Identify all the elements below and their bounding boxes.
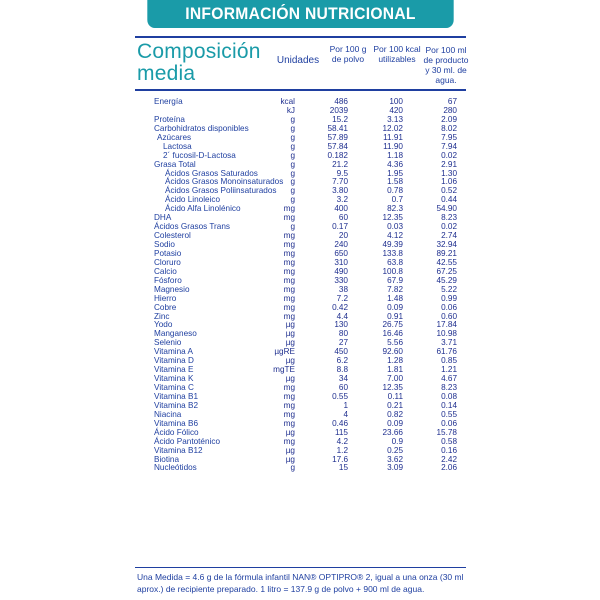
nutrient-unit: mg — [283, 302, 295, 312]
value-per-100g: 115 — [334, 427, 348, 437]
column-header-line: Por 100 g — [329, 44, 367, 54]
value-per-100g: 0.17 — [332, 222, 348, 232]
value-per-100kcal: 1.95 — [387, 168, 403, 178]
value-per-100kcal: 0.7 — [391, 195, 403, 205]
value-per-100ml: 67.25 — [436, 266, 457, 276]
value-per-100g: 0.46 — [332, 418, 348, 428]
value-per-100g: 3.2 — [336, 195, 348, 205]
value-per-100ml: 0.14 — [441, 400, 457, 410]
nutrient-unit: mg — [283, 409, 295, 419]
nutrient-unit: g — [290, 123, 295, 133]
nutrient-name: Cobre — [154, 302, 177, 312]
column-header-line: de polvo — [331, 54, 365, 64]
table-row — [0, 231, 600, 240]
nutrient-name: Energía — [154, 97, 183, 106]
nutrient-name: Fósforo — [154, 275, 182, 285]
table-row — [0, 204, 600, 213]
value-per-100g: 9.5 — [336, 168, 348, 178]
value-per-100ml: 45.29 — [436, 275, 457, 285]
table-row — [0, 160, 600, 169]
nutrient-name: DHA — [154, 213, 172, 223]
value-per-100kcal: 49.39 — [382, 240, 403, 249]
table-row — [0, 124, 600, 133]
value-per-100ml: 1.21 — [441, 365, 457, 375]
value-per-100ml: 2.09 — [441, 114, 457, 124]
footnote: Una Medida = 4.6 g de la fórmula infantil NAN® OPTIPRO® 2, igual a una onza (30 ml aprox.) de recipiente preparado. 1 litro = 137.9 g de polvo + 900 ml de agua. — [137, 572, 464, 594]
value-per-100ml: 0.44 — [441, 195, 457, 205]
value-per-100kcal: 420 — [389, 105, 403, 115]
table-row — [0, 142, 600, 151]
value-per-100g: 330 — [334, 275, 348, 285]
nutrient-unit: mg — [283, 204, 295, 214]
value-per-100kcal: 133.8 — [382, 248, 403, 258]
nutrient-unit: µg — [285, 356, 295, 366]
column-header-line: utilizables — [378, 54, 416, 64]
value-per-100ml: 0.99 — [441, 293, 457, 303]
column-header-line: Por 100 ml — [425, 45, 467, 55]
table-row — [0, 195, 600, 204]
column-header-line: Por 100 kcal — [373, 44, 421, 54]
value-per-100kcal: 63.8 — [387, 257, 403, 267]
table-row — [0, 240, 600, 249]
nutrient-unit: mg — [283, 293, 295, 303]
nutrient-unit: kcal — [280, 97, 295, 106]
value-per-100kcal: 3.09 — [387, 463, 403, 473]
nutrient-name: Ácido Linoleico — [165, 195, 221, 205]
value-per-100ml: 0.60 — [441, 311, 457, 321]
nutrient-unit: mg — [283, 311, 295, 321]
table-row — [0, 356, 600, 365]
nutrient-name: Vitamina D — [154, 356, 194, 366]
value-per-100kcal: 4.36 — [387, 159, 403, 169]
value-per-100kcal: 1.18 — [387, 150, 403, 160]
nutrient-unit: mg — [283, 383, 295, 392]
value-per-100g: 15.2 — [332, 114, 348, 124]
nutrient-unit: mg — [283, 231, 295, 241]
value-per-100g: 4.2 — [336, 436, 348, 446]
value-per-100kcal: 12.35 — [382, 213, 403, 223]
column-header-units: Unidades — [276, 55, 320, 66]
nutrient-unit: g — [290, 132, 295, 142]
value-per-100kcal: 100 — [389, 97, 403, 106]
value-per-100ml: 0.02 — [441, 150, 457, 160]
value-per-100ml: 2.06 — [441, 463, 457, 473]
nutrient-unit: mg — [283, 418, 295, 428]
value-per-100kcal: 0.09 — [387, 418, 403, 428]
value-per-100ml: 8.23 — [441, 213, 457, 223]
value-per-100ml: 0.02 — [441, 222, 457, 232]
table-row — [0, 133, 600, 142]
table-row — [0, 169, 600, 178]
nutrient-unit: g — [290, 159, 295, 169]
nutrient-name: Grasa Total — [154, 159, 196, 169]
nutrient-unit: µg — [285, 320, 295, 330]
value-per-100ml: 0.06 — [441, 418, 457, 428]
value-per-100ml: 67 — [447, 97, 457, 106]
nutrition-table — [0, 97, 600, 472]
nutrient-unit: kJ — [286, 105, 295, 115]
nutrient-unit: g — [290, 463, 295, 473]
nutrient-unit: mg — [283, 266, 295, 276]
value-per-100kcal: 0.21 — [387, 400, 403, 410]
table-row — [0, 463, 600, 472]
nutrient-name: Vitamina B1 — [154, 391, 198, 401]
value-per-100g: 1 — [343, 400, 348, 410]
value-per-100kcal: 0.25 — [387, 445, 403, 455]
value-per-100g: 3.80 — [332, 186, 348, 196]
value-per-100g: 21.2 — [332, 159, 348, 169]
nutrient-name: Vitamina B2 — [154, 400, 198, 410]
banner-title: INFORMACIÓN NUTRICIONAL — [185, 4, 416, 23]
value-per-100ml: 0.85 — [441, 356, 457, 366]
value-per-100ml: 8.02 — [441, 123, 457, 133]
table-row — [0, 383, 600, 392]
table-row — [0, 455, 600, 464]
nutrient-unit: mg — [283, 248, 295, 258]
nutrient-name: Magnesio — [154, 284, 190, 294]
value-per-100ml: 8.23 — [441, 383, 457, 392]
value-per-100ml: 3.71 — [441, 338, 457, 348]
value-per-100g: 57.84 — [327, 141, 348, 151]
divider-bottom — [135, 567, 466, 568]
value-per-100ml: 0.08 — [441, 391, 457, 401]
value-per-100g: 310 — [334, 257, 348, 267]
value-per-100ml: 61.76 — [436, 347, 457, 357]
value-per-100kcal: 3.13 — [387, 114, 403, 124]
nutrient-name: Niacina — [154, 409, 182, 419]
nutrient-unit: g — [290, 222, 295, 232]
nutrient-name: Ácidos Grasos Monoinsaturados — [165, 177, 284, 187]
nutrient-name: Ácido Alfa Linolénico — [165, 204, 241, 214]
table-row — [0, 151, 600, 160]
value-per-100g: 486 — [334, 97, 348, 106]
table-row — [0, 410, 600, 419]
nutrient-name: Colesterol — [154, 231, 191, 241]
nutrient-name: Vitamina K — [154, 374, 194, 384]
nutrient-unit: mg — [283, 391, 295, 401]
nutrient-name: Vitamina B6 — [154, 418, 198, 428]
nutrient-unit: mg — [283, 436, 295, 446]
value-per-100ml: 280 — [443, 105, 457, 115]
value-per-100kcal: 5.56 — [387, 338, 403, 348]
value-per-100kcal: 1.28 — [387, 356, 403, 366]
nutrient-name: Biotina — [154, 454, 180, 464]
table-row — [0, 347, 600, 356]
value-per-100ml: 7.94 — [441, 141, 457, 151]
nutrient-name: Sodio — [154, 240, 175, 249]
table-row — [0, 258, 600, 267]
value-per-100kcal: 100.8 — [382, 266, 403, 276]
value-per-100kcal: 16.46 — [382, 329, 403, 339]
value-per-100g: 450 — [334, 347, 348, 357]
section-title-line1: Composición — [137, 40, 261, 63]
value-per-100g: 2039 — [329, 105, 348, 115]
value-per-100g: 4 — [343, 409, 348, 419]
table-row — [0, 303, 600, 312]
value-per-100ml: 17.84 — [436, 320, 457, 330]
nutrient-name: Ácido Fólico — [154, 427, 199, 437]
value-per-100ml: 7.95 — [441, 132, 457, 142]
table-row — [0, 285, 600, 294]
table-row — [0, 106, 600, 115]
table-row — [0, 338, 600, 347]
nutrient-unit: mgTE — [273, 365, 295, 375]
nutrient-name: Potasio — [154, 248, 182, 258]
nutrient-name: Vitamina A — [154, 347, 193, 357]
value-per-100kcal: 7.82 — [387, 284, 403, 294]
nutrient-name: Azúcares — [157, 132, 192, 142]
value-per-100kcal: 23.66 — [382, 427, 403, 437]
value-per-100g: 4.4 — [336, 311, 348, 321]
value-per-100ml: 2.74 — [441, 231, 457, 241]
value-per-100ml: 0.58 — [441, 436, 457, 446]
table-row — [0, 249, 600, 258]
value-per-100g: 650 — [334, 248, 348, 258]
value-per-100g: 60 — [338, 213, 348, 223]
value-per-100g: 15 — [338, 463, 348, 473]
nutrient-unit: g — [290, 150, 295, 160]
value-per-100ml: 2.42 — [441, 454, 457, 464]
table-row — [0, 446, 600, 455]
value-per-100ml: 89.21 — [436, 248, 457, 258]
value-per-100g: 80 — [338, 329, 348, 339]
table-row — [0, 177, 600, 186]
value-per-100g: 240 — [334, 240, 348, 249]
value-per-100g: 8.8 — [336, 365, 348, 375]
value-per-100g: 6.2 — [336, 356, 348, 366]
section-title — [137, 41, 261, 85]
table-row — [0, 213, 600, 222]
value-per-100kcal: 0.11 — [387, 391, 403, 401]
nutrient-name: Ácidos Grasos Trans — [154, 222, 230, 232]
value-per-100kcal: 92.60 — [382, 347, 403, 357]
value-per-100ml: 2.91 — [441, 159, 457, 169]
nutrient-name: Vitamina B12 — [154, 445, 203, 455]
nutrient-unit: mg — [283, 213, 295, 223]
nutrient-name: Yodo — [154, 320, 173, 330]
nutrient-unit: µg — [285, 329, 295, 339]
column-header-line: y 30 ml. de agua. — [425, 65, 467, 85]
value-per-100ml: 4.67 — [441, 374, 457, 384]
nutrient-name: Ácidos Grasos Saturados — [165, 168, 258, 178]
table-row — [0, 276, 600, 285]
value-per-100kcal: 1.48 — [387, 293, 403, 303]
value-per-100g: 1.2 — [336, 445, 348, 455]
value-per-100kcal: 26.75 — [382, 320, 403, 330]
value-per-100ml: 54.90 — [436, 204, 457, 214]
value-per-100kcal: 82.3 — [387, 204, 403, 214]
nutrient-name: Nucleótidos — [154, 463, 197, 473]
nutrient-unit: mg — [283, 257, 295, 267]
nutrient-unit: mg — [283, 275, 295, 285]
value-per-100ml: 0.16 — [441, 445, 457, 455]
value-per-100ml: 42.55 — [436, 257, 457, 267]
nutrient-unit: mg — [283, 400, 295, 410]
table-row — [0, 428, 600, 437]
nutrient-unit: g — [290, 177, 295, 187]
value-per-100kcal: 11.91 — [383, 132, 403, 142]
value-per-100ml: 1.30 — [441, 168, 457, 178]
value-per-100g: 490 — [334, 266, 348, 276]
table-row — [0, 222, 600, 231]
table-row — [0, 115, 600, 124]
value-per-100ml: 0.06 — [441, 302, 457, 312]
value-per-100ml: 32.94 — [436, 240, 457, 249]
nutrient-unit: mg — [283, 240, 295, 249]
nutrient-unit: g — [290, 195, 295, 205]
value-per-100g: 400 — [334, 204, 348, 214]
value-per-100kcal: 7.00 — [387, 374, 403, 384]
table-row — [0, 392, 600, 401]
nutrient-name: Vitamina E — [154, 365, 194, 375]
value-per-100kcal: 0.9 — [391, 436, 403, 446]
table-row — [0, 320, 600, 329]
value-per-100g: 27 — [338, 338, 348, 348]
value-per-100kcal: 12.02 — [382, 123, 403, 133]
divider-top — [135, 36, 466, 38]
value-per-100ml: 15.78 — [436, 427, 457, 437]
value-per-100kcal: 0.03 — [387, 222, 403, 232]
nutrient-name: Selenio — [154, 338, 182, 348]
nutrient-name: Cloruro — [154, 257, 181, 267]
value-per-100g: 60 — [338, 383, 348, 392]
nutrient-name: Lactosa — [163, 141, 192, 151]
value-per-100kcal: 12.35 — [382, 383, 403, 392]
nutrient-unit: g — [290, 168, 295, 178]
nutrient-name: Manganeso — [154, 329, 197, 339]
value-per-100ml: 5.22 — [441, 284, 457, 294]
column-header-per-100g — [324, 44, 372, 64]
table-row — [0, 419, 600, 428]
value-per-100g: 0.55 — [332, 391, 348, 401]
value-per-100g: 34 — [338, 374, 348, 384]
value-per-100kcal: 0.91 — [387, 311, 403, 321]
nutrient-unit: µg — [285, 445, 295, 455]
column-header-line: de producto — [423, 55, 469, 65]
nutrient-name: Ácido Pantoténico — [154, 436, 220, 446]
value-per-100kcal: 1.58 — [387, 177, 403, 187]
value-per-100kcal: 0.09 — [387, 302, 403, 312]
value-per-100ml: 0.52 — [441, 186, 457, 196]
value-per-100kcal: 67.9 — [387, 275, 403, 285]
value-per-100ml: 10.98 — [436, 329, 457, 339]
value-per-100kcal: 1.81 — [387, 365, 403, 375]
nutrient-name: Hierro — [154, 293, 177, 303]
table-row — [0, 374, 600, 383]
column-header-per-100ml — [418, 45, 474, 85]
nutrient-unit: µg — [285, 374, 295, 384]
table-row — [0, 294, 600, 303]
value-per-100g: 17.6 — [332, 454, 348, 464]
section-title-line2: media — [137, 62, 196, 85]
table-row — [0, 186, 600, 195]
nutrient-name: 2´ fucosil-D-Lactosa — [163, 150, 236, 160]
nutrient-unit: µg — [285, 338, 295, 348]
nutrient-name: Proteína — [154, 114, 185, 124]
value-per-100kcal: 11.90 — [383, 141, 403, 151]
value-per-100kcal: 4.12 — [387, 231, 403, 241]
table-row — [0, 329, 600, 338]
value-per-100kcal: 0.78 — [387, 186, 403, 196]
nutrition-info-banner — [147, 0, 453, 28]
value-per-100g: 130 — [334, 320, 348, 330]
table-row — [0, 437, 600, 446]
column-header-per-100kcal — [373, 44, 421, 64]
nutrient-unit: µg — [285, 454, 295, 464]
value-per-100ml: 1.06 — [441, 177, 457, 187]
value-per-100g: 0.42 — [332, 302, 348, 312]
nutrient-name: Calcio — [154, 266, 177, 276]
table-row — [0, 401, 600, 410]
nutrient-unit: µg — [285, 427, 295, 437]
nutrient-unit: mg — [283, 284, 295, 294]
nutrient-name: Zinc — [154, 311, 170, 321]
value-per-100g: 57.89 — [327, 132, 348, 142]
value-per-100g: 7.2 — [336, 293, 348, 303]
table-row — [0, 267, 600, 276]
value-per-100kcal: 3.62 — [387, 454, 403, 464]
nutrient-name: Ácidos Grasos Poliinsaturados — [165, 186, 277, 196]
value-per-100g: 38 — [338, 284, 348, 294]
divider-header — [135, 89, 466, 91]
nutrient-unit: µgRE — [274, 347, 295, 357]
table-row — [0, 97, 600, 106]
value-per-100ml: 0.55 — [441, 409, 457, 419]
value-per-100g: 58.41 — [327, 123, 348, 133]
value-per-100g: 7.70 — [332, 177, 348, 187]
nutrient-name: Vitamina C — [154, 383, 194, 392]
value-per-100kcal: 0.82 — [387, 409, 403, 419]
table-row — [0, 365, 600, 374]
value-per-100g: 0.182 — [327, 150, 348, 160]
nutrient-unit: g — [290, 114, 295, 124]
table-row — [0, 312, 600, 321]
value-per-100g: 20 — [338, 231, 348, 241]
nutrient-unit: g — [290, 141, 295, 151]
nutrient-name: Carbohidratos disponibles — [154, 123, 249, 133]
nutrient-unit: g — [290, 186, 295, 196]
